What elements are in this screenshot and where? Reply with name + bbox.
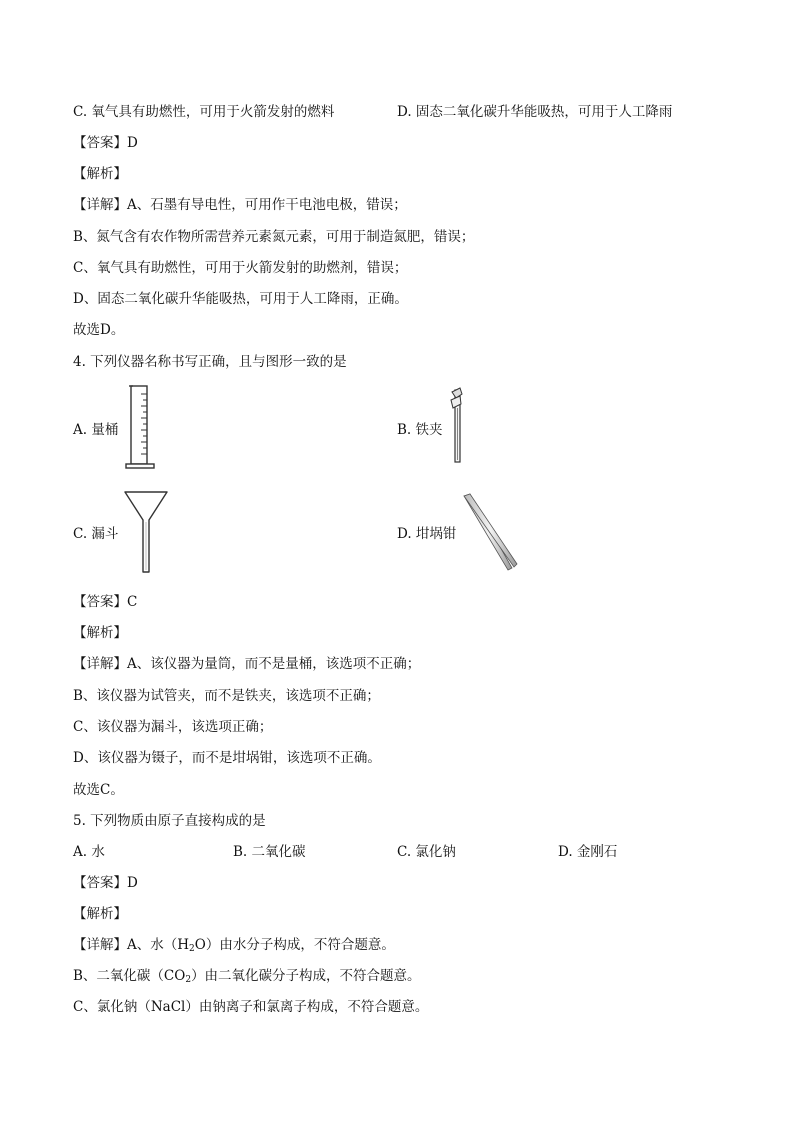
q3-option-d: D. 固态二氧化碳升华能吸热，可用于人工降雨 [397,104,673,120]
q5-option-d: D. 金刚石 [558,844,618,860]
graduated-cylinder-icon [124,384,156,472]
q3-detail-a: 【详解】A、石墨有导电性，可用作干电池电极，错误； [73,197,407,213]
q4-answer: 【答案】C [73,594,138,610]
q4-option-b: B. 铁夹 [397,422,443,438]
q3-option-c: C. 氧气具有助燃性，可用于火箭发射的燃料 [73,104,335,120]
q3-detail-b: B、氮气含有农作物所需营养元素氮元素，可用于制造氮肥，错误； [73,229,475,245]
q5-detail-a-text: 【详解】A、水（H [73,937,190,953]
q4-option-d: D. 坩埚钳 [397,526,457,542]
q5-detail-b-text-end: ）由二氧化碳分子构成，不符合题意。 [191,968,421,984]
q4-conclusion: 故选C。 [73,782,124,798]
q4-option-a: A. 量桶 [73,422,119,438]
q4-detail-b: B、该仪器为试管夹，而不是铁夹，该选项不正确； [73,688,380,704]
q5-detail-c: C、氯化钠（NaCl）由钠离子和氯离子构成，不符合题意。 [73,999,429,1015]
q5-detail-b-text: B、二氧化碳（CO [73,968,186,984]
q4-detail-a: 【详解】A、该仪器为量筒，而不是量桶，该选项不正确； [73,656,421,672]
tweezers-icon [460,492,520,574]
funnel-figure [123,490,169,578]
q4-option-c: C. 漏斗 [73,526,119,542]
q5-detail-a [73,935,395,959]
q5-option-c: C. 氯化钠 [397,844,456,860]
q4-analysis-heading: 【解析】 [73,625,127,641]
q5-detail-a-subscript: 2 [189,944,195,954]
q5-option-a: A. 水 [73,844,105,860]
q3-answer: 【答案】D [73,135,138,151]
q5-answer: 【答案】D [73,875,138,891]
q3-analysis-heading: 【解析】 [73,166,127,182]
q3-conclusion: 故选D。 [73,322,125,338]
q5-detail-a-text-end: O）由水分子构成，不符合题意。 [194,937,395,953]
q5-detail-b [73,966,421,990]
test-tube-clamp-icon [448,386,468,466]
q5-analysis-heading: 【解析】 [73,906,127,922]
funnel-icon [123,490,169,574]
q4-detail-d: D、该仪器为镊子，而不是坩埚钳，该选项不正确。 [73,750,381,766]
q4-stem: 4. 下列仪器名称书写正确，且与图形一致的是 [73,354,347,370]
q3-detail-c: C、氧气具有助燃性，可用于火箭发射的助燃剂，错误； [73,260,408,276]
q5-detail-b-subscript: 2 [185,975,192,985]
q5-stem: 5. 下列物质由原子直接构成的是 [73,813,266,829]
q4-detail-c: C、该仪器为漏斗，该选项正确； [73,719,273,735]
q5-option-b: B. 二氧化碳 [233,844,306,860]
q3-detail-d: D、固态二氧化碳升华能吸热，可用于人工降雨，正确。 [73,291,408,307]
